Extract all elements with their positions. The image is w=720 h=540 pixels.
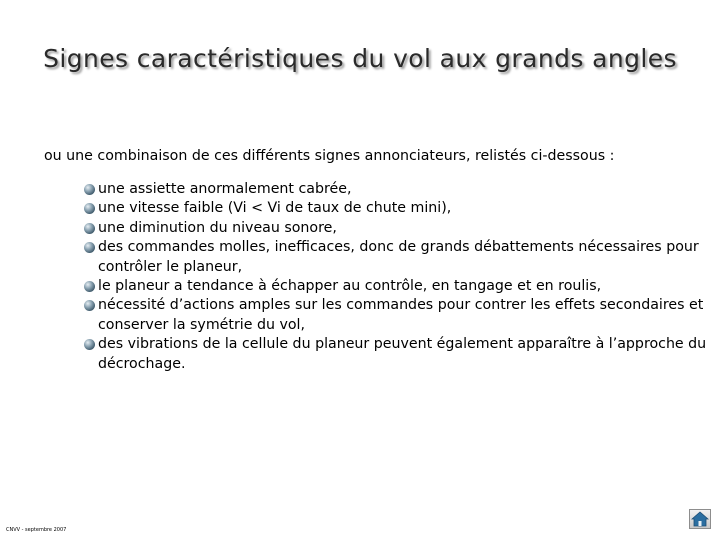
bullet-text: une diminution du niveau sonore, bbox=[98, 219, 337, 236]
bullet-list bbox=[84, 180, 714, 374]
bullet-item bbox=[84, 277, 714, 296]
bullet-text: des vibrations de la cellule du planeur peuvent également apparaître à l’approche du décrochage. bbox=[98, 336, 707, 372]
home-icon[interactable] bbox=[689, 509, 711, 529]
bullet-item bbox=[84, 219, 714, 238]
bullet-text: nécessité d’actions amples sur les commandes pour contrer les effets secondaires et conserver la symétrie du vol, bbox=[98, 297, 704, 333]
bullet-text: une assiette anormalement cabrée, bbox=[98, 181, 352, 197]
home-icon-graphic bbox=[691, 511, 709, 527]
sphere-bullet-icon bbox=[84, 184, 95, 195]
sphere-bullet-icon bbox=[84, 281, 95, 292]
bullet-item bbox=[84, 296, 714, 335]
intro-text: ou une combinaison de ces différents signes annonciateurs, relistés ci-dessous : bbox=[44, 148, 615, 164]
sphere-bullet-icon bbox=[84, 203, 95, 214]
bullet-item bbox=[84, 199, 714, 218]
bullet-item bbox=[84, 335, 714, 374]
sphere-bullet-icon bbox=[84, 223, 95, 234]
sphere-bullet-icon bbox=[84, 339, 95, 350]
slide-title: Signes caractéristiques du vol aux grands angles bbox=[43, 44, 677, 73]
bullet-text: des commandes molles, inefficaces, donc de grands débattements nécessaires pour contrôler le planeur, bbox=[98, 239, 699, 275]
footer-text: CNVV - septembre 2007 bbox=[6, 527, 67, 533]
sphere-bullet-icon bbox=[84, 242, 95, 253]
bullet-item bbox=[84, 238, 714, 277]
bullet-text: une vitesse faible (Vi < Vi de taux de chute mini), bbox=[98, 200, 452, 217]
sphere-bullet-icon bbox=[84, 300, 95, 311]
bullet-text: le planeur a tendance à échapper au contrôle, en tangage et en roulis, bbox=[98, 278, 602, 295]
bullet-item bbox=[84, 180, 714, 199]
